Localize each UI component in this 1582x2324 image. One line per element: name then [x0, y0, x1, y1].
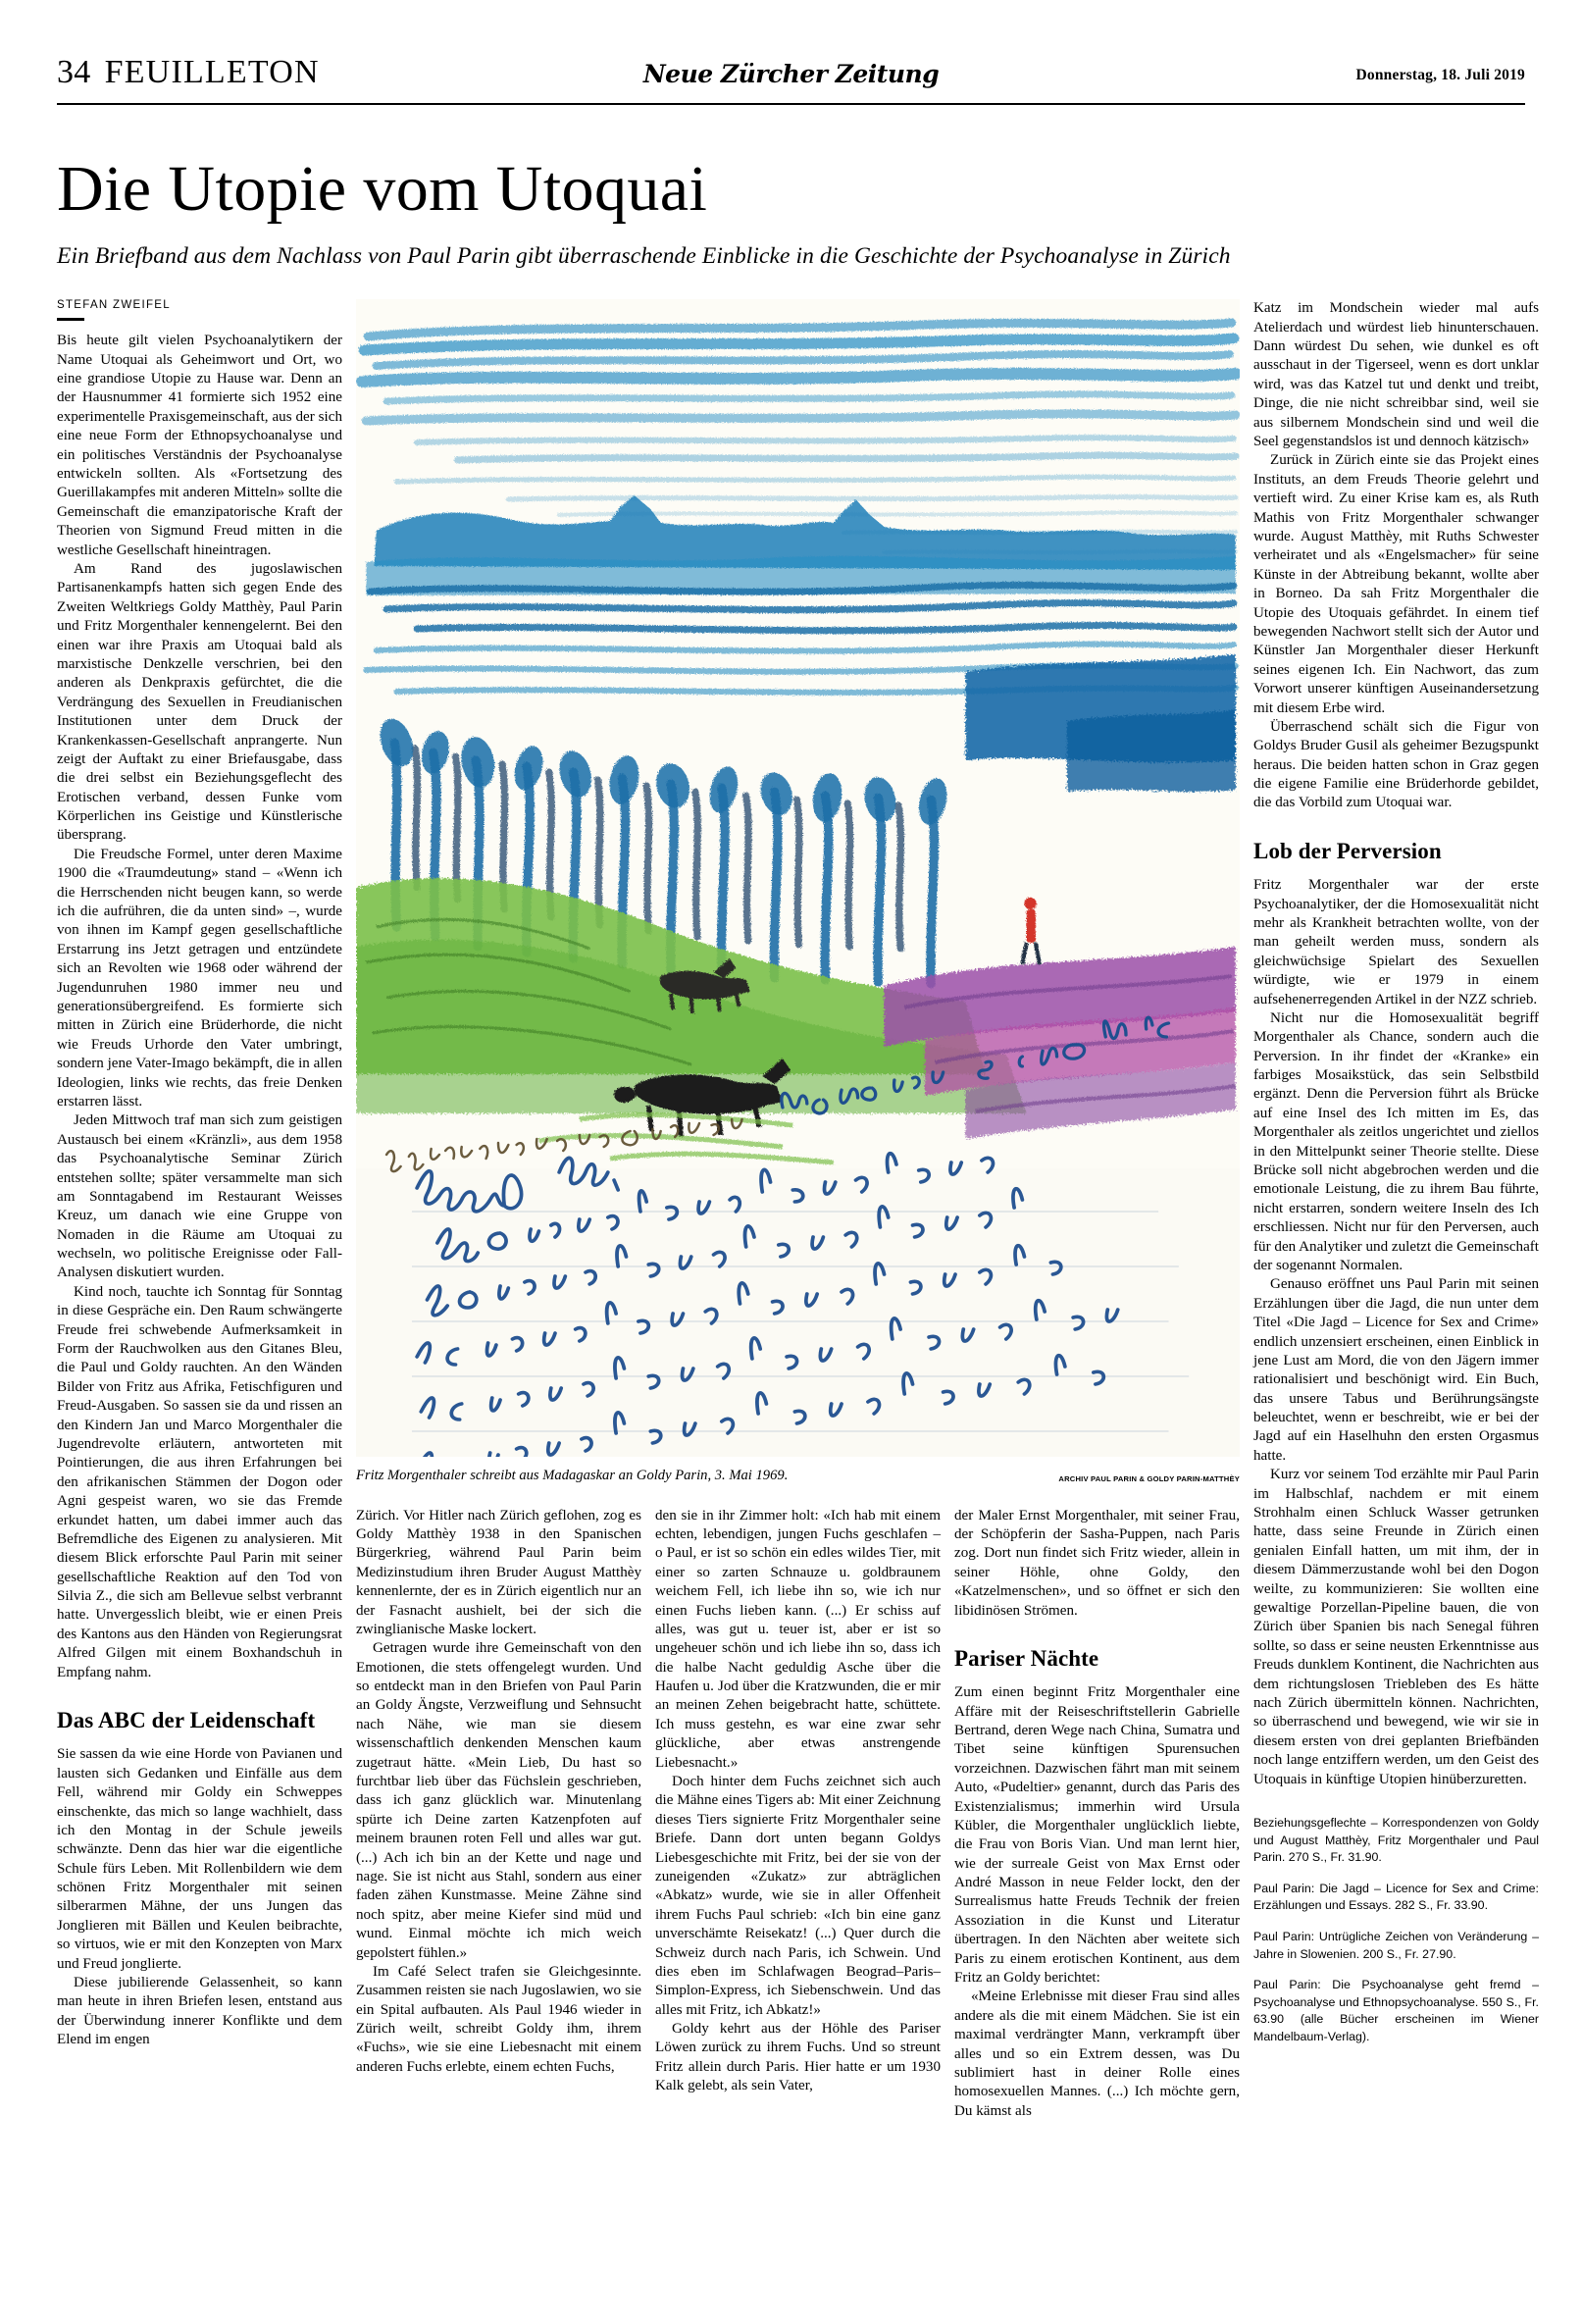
- paragraph: Genauso eröffnet uns Paul Parin mit seinen Erzählungen über die Jagd, die nun unter dem Titel «Die Jagd – Licence for Sex and Crime» endlich unzensiert erscheinen, einen Einblick in jene Lust am Mord, die von den Jägern immer rationalisiert und beschönigt wird. Ein Buch, das unsere Tabus und Berührungsängste beleuchtet, wenn er beschreibt, wie er bei der Jagd auf ein Haselhuhn den ersten Orgasmus hatte.: [1253, 1276, 1539, 1464]
- issue-date: Donnerstag, 18. Juli 2019: [1355, 67, 1525, 83]
- paragraph: Diese jubilierende Gelassenheit, so kann man heute in ihren Briefen lesen, entstand aus der Überwindung innerer Konflikte und dem Elend im engen: [57, 1975, 342, 2048]
- paragraph: Zurück in Zürich einte sie das Projekt eines Instituts, an dem Freuds Theorie gelehrt und vertieft wird. Zu einer Krise kam es, als Ruth Mathis von Fritz Morgenthaler schwanger wurde. August Matthèy, mit Ruths Schwester verheiratet und als «Engelsmacher» für seine Künste in der Abtreibung bekannt, wollte aber in Borneo. Da sah Fritz Morgenthaler die Utopie des Utoquais gefährdet. In einem tief bewegenden Nachwort stellt sich der Autor und Künstler Jan Morgenthaler dieser Herkunft seines eigenen Ich. Ein Nachwort, das zum Vorwort unserer künftigen Auseinandersetzung mit diesem Erbe wird.: [1253, 452, 1539, 716]
- bibliography-entry: Paul Parin: Die Jagd – Licence for Sex and Crime: Erzählungen und Essays. 282 S., Fr. 33.90.: [1253, 1881, 1539, 1913]
- paragraph: Goldy kehrt aus der Höhle des Pariser Löwen zurück zu ihrem Fuchs. Und so streunt Fritz allein durch Paris. Hier hatte er um 1930 Kalk gelebt, als sein Vater,: [655, 2021, 941, 2094]
- paragraph: Zürich. Vor Hitler nach Zürich geflohen, zog es Goldy Matthèy 1938 in den Spanischen Bürgerkrieg, während Paul Parin beim Medizinstudium ihren Bruder August Matthèy kennenlernte, der es in Zürich eigentlich nur an der Fasnacht aushielt, bei der sich die zwinglianische Maske lockert.: [356, 1507, 641, 1637]
- bibliography-entry: Beziehungsgeflechte – Korrespondenzen von Goldy und August Matthèy, Fritz Morgenthaler und Paul Parin. 270 S., Fr. 31.90.: [1253, 1815, 1539, 1865]
- paragraph: Nicht nur die Homosexualität begriff Morgenthaler als Chance, sondern auch die Perversion. In ihr findet der «Kranke» ein farbiges Mosaikstück, das sein Selbstbild ergänzt. Denn die Perversion führt als Brücke auf eine Insel des Ich mitten im Es, das Morgenthaler als zeitlos ungerichtet und ziellos in den Mittelpunkt seiner Theorie stellte. Diese Brücke soll nicht abgebrochen werden und die emotionale Leistung, die zu ihrem Bau führte, nicht erstarren, sondern weitere Inseln des Ich erschliessen. Nicht nur für den Perversen, auch für den Analytiker und zuletzt die Gemeinschaft der sogenannt Normalen.: [1253, 1009, 1539, 1273]
- illustration-caption-row: [356, 1467, 1240, 1484]
- paragraph: Doch hinter dem Fuchs zeichnet sich auch die Mähne eines Tigers ab: Mit einer Zeichnung dieses Tiers signierte Fritz Morgenthaler seine Briefe. Dann dort unten begann Goldys Liebesgeschichte mit Fritz, bei der sie von der zuneigenden «Zukatz» zur abträglichen «Abkatz» wurde, wie sie in aller Offenheit ihrem Fuchs Paul schrieb: «Ich bin eine ganz unverschämte Reisekatz! (...) Quer durch die Schweiz durch nach Paris, ich Schwein. Und dies eben im Schlafwagen Beograd–Paris–Simplon-Express, ich Siebenschwein. Und das alles mit Fritz, ich Abkatz!»: [655, 1774, 941, 2018]
- illustration-caption: Fritz Morgenthaler schreibt aus Madagaskar an Goldy Parin, 3. Mai 1969.: [356, 1468, 789, 1484]
- paragraph: Die Freudsche Formel, unter deren Maxime 1900 die «Traumdeutung» stand – «Wenn ich die Herrschenden nicht beugen kann, so werde ich die aufrühren, die da unten sind» –, wurde von ihnen im Kampf gegen gesellschaftliche Erstarrung ins Jetzt getragen und entzündete sich an Revolten wie 1968 oder während der Jugendunruhen 1980 immer neu und generationsübergreifend. Es formierte sich mitten in Zürich eine Brüderhorde, die nicht wie Freuds Urhorde den Vater umbringt, sondern jene Vater-Imago bekämpft, die in allen Ideologien, links wie rechts, das freie Denken erstarren lässt.: [57, 846, 342, 1110]
- section-name: FEUILLETON: [104, 54, 320, 90]
- paragraph: Kurz vor seinem Tod erzählte mir Paul Parin im Halbschlaf, nachdem er mit einem Strohhalm einen Schluck Wasser getrunken hatte, dass seine Freunde in Zürich einen genialen Einfall hatten, um mit ihm, der in diesem Dämmerzustande wohl bei den Dogon weilte, zu kommunizieren: Sie wollten eine gewaltige Porzellan-Pipeline bauen, die von Zürich über Spanien bis nach Senegal führen sollte, so dass er seine neusten Erkenntnisse aus Freuds dunklem Kontinent, die Nachrichten aus dem richtungslosen Triebleben des Es hätte nach Zürich übermitteln können. Nachrichten, so überraschend und bewegend, wie wir sie in diesem ersten von drei geplanten Briefbänden noch lange entziffern werden, um den Geist des Utoquais in künftige Utopien hinüberzuretten.: [1253, 1467, 1539, 1787]
- paper-nameplate: Neue Zürcher Zeitung: [642, 60, 940, 88]
- bibliography-entry: Paul Parin: Untrügliche Zeichen von Veränderung – Jahre in Slowenien. 200 S., Fr. 27.90.: [1253, 1929, 1539, 1961]
- column-5: [1253, 299, 1539, 2121]
- article-headline: Die Utopie vom Utoquai: [57, 153, 708, 225]
- article-subheadline: Ein Briefband aus dem Nachlass von Paul Parin gibt überraschende Einblicke in die Geschichte der Psychoanalyse in Zürich: [57, 243, 1231, 270]
- paragraph: der Maler Ernst Morgenthaler, mit seiner Frau, der Schöpferin der Sasha-Puppen, nach Paris zog. Dort nun findet sich Fritz wieder, allein in seiner Höhle, ohne Goldy, den «Katzelmenschen», und so öffnet er sich den libidinösen Strömen.: [954, 1507, 1240, 1619]
- masthead-left: [57, 54, 320, 91]
- paragraph: Fritz Morgenthaler war der erste Psychoanalytiker, der die Homosexualität nicht mehr als Krankheit betrachten wollte, von der man geheilt werden muss, sondern als gleichwüchsige Spielart des Sexuellen würdigte, wie er 1979 in einem aufsehenerregenden Artikel in der NZZ schrieb.: [1253, 877, 1539, 1007]
- byline-rule: [57, 318, 84, 321]
- masthead-rule: [57, 103, 1525, 105]
- column-4: [954, 1507, 1240, 2122]
- author-byline: STEFAN ZWEIFEL: [57, 299, 171, 312]
- illustration-image: [356, 299, 1240, 1457]
- illustration-drawing: [356, 299, 1240, 1457]
- bibliography-block: [1253, 1815, 1539, 2046]
- paragraph: Zum einen beginnt Fritz Morgenthaler eine Affäre mit der Reiseschriftstellerin Gabrielle Bertrand, deren Wege nach China, Sumatra und Tibet seine künftigen Spurensuchen vorzeichnen. Dazwischen fährt man mit seinem Auto, «Pudeltier» genannt, durch das Paris des Existenzialismus; immerhin wird Ursula Kübler, die Morgenthaler unglücklich liebte, die Frau von Boris Vian. Und man lernt hier, wie der surreale Geist von Max Ernst oder André Masson in neue Felder lockt, den der Surrealismus hatte Freuds Technik der freien Assoziation in die Kunst und Literatur übertragen. In den Nächten aber weitete sich Paris zu einem erotischen Kontinent, aus dem Fritz an Goldy berichtet:: [954, 1684, 1240, 1987]
- paragraph: Sie sassen da wie eine Horde von Pavianen und lausten sich Gedanken und Einfälle aus dem Fell, während mir Goldy ein Schweppes einschenkte, das mich so lange wachhielt, dass ich den Montag in der Schule jeweils schwänzte. Denn das hier war die eigentliche Schule fürs Leben. Mit Rollenbildern wie dem schönen Fritz Morgenthaler mit seinen silberarmen Mähne, der uns Jungen das Jonglieren mit Bällen und Keulen beibrachte, so virtuos, wie er mit den Konzepten von Marx und Freud jonglierte.: [57, 1746, 342, 1972]
- column-1: [57, 299, 342, 2121]
- section-heading-pariser-naechte: Pariser Nächte: [954, 1645, 1099, 1671]
- paragraph: Kind noch, tauchte ich Sonntag für Sonntag in diese Gespräche ein. Den Raum schwängerte Freude frei schwebende Aufmerksamkeit in Form der Rauchwolken aus den Gitanes Bleu, die Paul und Goldy rauchten. An den Wänden Bilder von Fritz aus Afrika, Fetischfiguren und Freud-Ausgaben. So sassen sie da und rissen an den Kindern Jan und Marco Morgenthaler die Jugendrevolte erläutern, antworteten mit Pointierungen, die aus ihren Erfahrungen bei den afrikanischen Stämmen der Dogon oder Agni gespeist waren, wo sie das Fremde erkundet hatten, um dabei immer auch das Befremdliche des Eigenen zu analysieren. Mit diesem Blick erforschte Paul Parin mit seiner gesellschaftliche Reaktion auf den Tod von Silvia Z., die sich am Bellevue selbst verbrannt hatte. Unvergesslich bleibt, wie er einen Preis des Kantons aus den Händen von Regierungsrat Alfred Gilgen mit einem Boxhandschuh in Empfang nahm.: [57, 1283, 342, 1680]
- paragraph: «Meine Erlebnisse mit dieser Frau sind alles andere als die mit einem Mädchen. Sie ist ein maximal verdrängter Mann, verkrampft über alles und so ein Extrem dessen, was Du sublimiert hast in deiner Rolle eines homosexuellen Mannes. (...) Ich möchte gern, Du kämst als: [954, 1988, 1240, 2119]
- column-2: [356, 1507, 641, 2122]
- paragraph: den sie in ihr Zimmer holt: «Ich hab mit einem echten, lebendigen, jungen Fuchs geschlafen – o Paul, er ist so schön ein edles wildes Tier, mit einer so zarten Schnauze u. goldbraunem weichem Fell, ich liebe ihn so, wie ich nur einen Fuchs lieben kann. (...) Er schiss auf alles, was gut u. teuer ist, aber er ist so ungeheuer schön und ich liebe ihn so, dass ich die halbe Nacht geduldig Asche über die Haufen u. Jod über die Kratzwunden, die er mir an meinen Zehen beigebracht hatte, schüttete. Ich muss gestehn, es war eine zwar sehr glückliche, aber etwas anstrengende Liebesnacht.»: [655, 1507, 941, 1771]
- lower-columns: [356, 1507, 1240, 2122]
- article-upper-grid: [57, 299, 1539, 2121]
- section-heading-abc: Das ABC der Leidenschaft: [57, 1708, 316, 1733]
- paragraph: Bis heute gilt vielen Psychoanalytikern der Name Utoquai als Geheimwort und Ort, wo eine grandiose Utopie zu Hause war. Denn an der Hausnummer 41 formierte sich 1952 eine experimentelle Praxisgemeinschaft, aus der sich eine neue Form der Ethnopsychoanalyse und ein politisches Verständnis der Psychoanalyse entwickeln sollten. Als «Fortsetzung des Guerillakampfes mit anderen Mitteln» sollte die Gemeinschaft die emanzipatorische Kraft der Theorien von Sigmund Freud mitten in die westliche Gesellschaft hineintragen.: [57, 333, 342, 558]
- bibliography-entry: Paul Parin: Die Psychoanalyse geht fremd – Psychoanalyse und Ethnopsychoanalyse. 550 S., Fr. 63.90 (alle Bücher erscheinen im Wiener Mandelbaum-Verlag).: [1253, 1978, 1539, 2043]
- illustration-block: [356, 299, 1240, 2121]
- paragraph: Am Rand des jugoslawischen Partisanenkampfs hatten sich gegen Ende des Zweiten Weltkriegs Goldy Matthèy, Paul Parin und Fritz Morgenthaler kennengelernt. Bei den einen war ihre Praxis am Utoquai bald als marxistische Denkzelle verschrien, bei den anderen als Denkpraxis gefürchtet, die die Verdrängung des Sexuellen in Freudianischen Institutionen unter dem Druck der Krankenkassen-Gesellschaft anprangerte. Nun zeigt der Auftakt zu einer Briefausgabe, dass die drei selbst ein Beziehungsgeflecht des Erotischen verband, dessen Funke vom Körperlichen ins Geistige und Künstlerische übersprang.: [57, 561, 342, 844]
- paragraph: Im Café Select trafen sie Gleichgesinnte. Zusammen reisten sie nach Jugoslawien, wo sie ein Spital aufbauten. Als Paul 1946 wieder in Zürich weilt, schreibt Goldy ihm, ihrem «Fuchs», wie sie eine Liebesnacht mit einem anderen Fuchs erlebte, einem echten Fuchs,: [356, 1963, 641, 2075]
- paragraph: Getragen wurde ihre Gemeinschaft von den Emotionen, die stets offengelegt wurden. Und so entdeckt man in den Briefen von Paul Parin an Goldy Ängste, Verzweiflung und Sehnsucht nach Nähe, wie man sie diesem wissenschaftlich denkenden Menschen kaum zugetraut hätte. «Mein Lieb, Du hast so furchtbar lieb über das Füchslein geschrieben, dass ich ganz glücklich war. Minutenlang spürte ich Deine zarten Katzenpfoten auf meinem braunen roten Fell und alles war gut. (...) Ach ich bin an der Kette und nage und nage. Sie ist nicht aus Stahl, sondern aus einer faden zähen Kunstmasse. Meine Zähne sind noch spitz, aber meine Kiefer sind müd und wund. Einmal möchte ich mich weich gepolstert fühlen.»: [356, 1640, 641, 1961]
- column-3: [655, 1507, 941, 2122]
- illustration-credit: ARCHIV PAUL PARIN & GOLDY PARIN-MATTHÈY: [1058, 1473, 1240, 1483]
- paragraph: Katz im Mondschein wieder mal aufs Atelierdach und würdest lieb hinunterschauen. Dann würdest Du sehen, wie dunkel es oft ausschaut in der Tigerseel, wenn es dort unklar wird, was das Katzel tut und denkt und treibt, Dinge, die nie nicht schreibbar sind, weil sie aus silbernem Mondschein sind und weil die Seel gegenstandslos ist und dennoch kätzisch»: [1253, 300, 1539, 450]
- section-heading-lob-der-perversion: Lob der Perversion: [1253, 838, 1442, 863]
- page-folio: 34: [57, 54, 91, 90]
- masthead: [57, 54, 1525, 99]
- paragraph: Jeden Mittwoch traf man sich zum geistigen Austausch bei einem «Kränzli», aus dem 1958 das Psychoanalytische Seminar Zürich entstehen sollte; später versammelte man sich am Sonntagabend im Restaurant Weisses Kreuz, um danach wie eine Gruppe von Nomaden in die Räume am Utoquai zu wechseln, wo politische Ereignisse oder Fall-Analysen diskutiert wurden.: [57, 1112, 342, 1281]
- paragraph: Überraschend schält sich die Figur von Goldys Bruder Gusil als geheimer Bezugspunkt heraus. Die beiden hatten schon in Graz gegen die eigene Familie eine Brüderhorde gebildet, die das Vorbild zum Utoquai war.: [1253, 718, 1539, 811]
